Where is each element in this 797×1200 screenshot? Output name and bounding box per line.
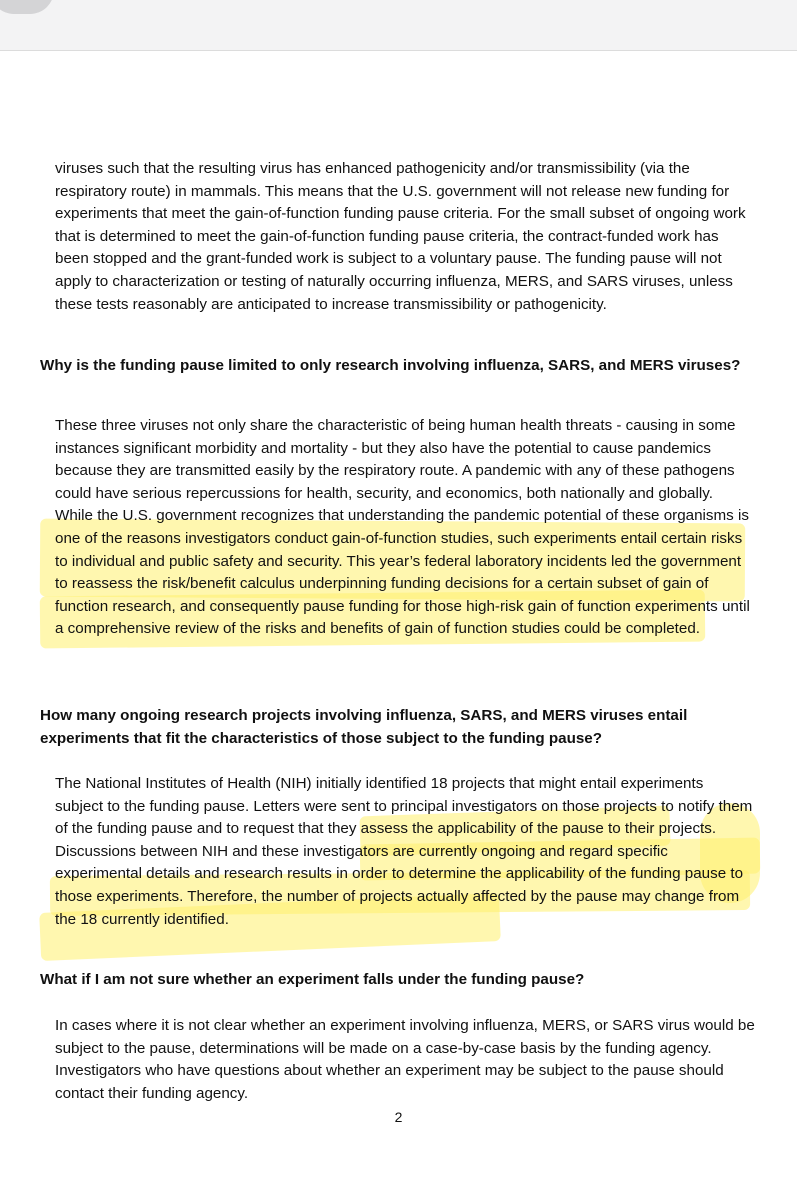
- heading-why-limited: Why is the funding pause limited to only research involving influenza, SARS, and MERS viruses?: [40, 357, 741, 374]
- paragraph-three-viruses: These three viruses not only share the characteristic of being human health threats - causing in some instances significant morbidity and mortality - but they also have the potential to cause pandemics because they are transmitted easily by the respiratory route. A pandemic with any of these pathogens could have serious repercussions for health, security, and economics, both nationally and globally. While the U.S. government recognizes that understanding the pandemic potential of these organisms is one of the reasons investigators conduct gain-of-function studies, such experiments entail certain risks to individual and public safety and security. This year’s federal laboratory incidents led the government to reassess the risk/benefit calculus underpinning funding decisions for a certain subset of gain of function research, and consequently pause funding for those high-risk gain of function experiments until a comprehensive review of the risks and benefits of gain of function studies could be completed.: [55, 417, 750, 638]
- viewer-toolbar: [0, 0, 797, 51]
- heading-how-many-projects: How many ongoing research projects involving influenza, SARS, and MERS viruses entail experiments that fit the characteristics of those subject to the funding pause?: [40, 707, 688, 747]
- paragraph-case-by-case: In cases where it is not clear whether an experiment involving influenza, MERS, or SARS virus would be subject to the pause, determinations will be made on a case-by-case basis by the funding agency. Investigators who have questions about whether an experiment may be subject to the pause should contact their funding agency.: [55, 1017, 755, 1102]
- toolbar-button[interactable]: [0, 0, 54, 14]
- document-page: [0, 51, 797, 1200]
- paragraph-nih-projects: The National Institutes of Health (NIH) initially identified 18 projects that might entail experiments subject to the funding pause. Letters were sent to principal investigators on those projects to notify them of the funding pause and to request that they assess the applicability of the pause to their projects. Discussions between NIH and these investigators are currently ongoing and regard specific experimental details and research results in order to determine the applicability of the funding pause to those experiments. Therefore, the number of projects actually affected by the pause may change from the 18 currently identified.: [55, 775, 753, 928]
- page-number: 2: [394, 1109, 403, 1125]
- paragraph-pause-criteria: viruses such that the resulting virus has enhanced pathogenicity and/or transmissibility (via the respiratory route) in mammals. This means that the U.S. government will not release new funding for experiments that meet the gain-of-function funding pause criteria. For the small subset of ongoing work that is determined to meet the gain-of-function funding pause criteria, the contract-funded work has been stopped and the grant-funded work is subject to a voluntary pause. The funding pause will not apply to characterization or testing of naturally occurring influenza, MERS, and SARS viruses, unless these tests reasonably are anticipated to increase transmissibility or pathogenicity.: [55, 160, 746, 313]
- heading-not-sure: What if I am not sure whether an experiment falls under the funding pause?: [40, 971, 585, 988]
